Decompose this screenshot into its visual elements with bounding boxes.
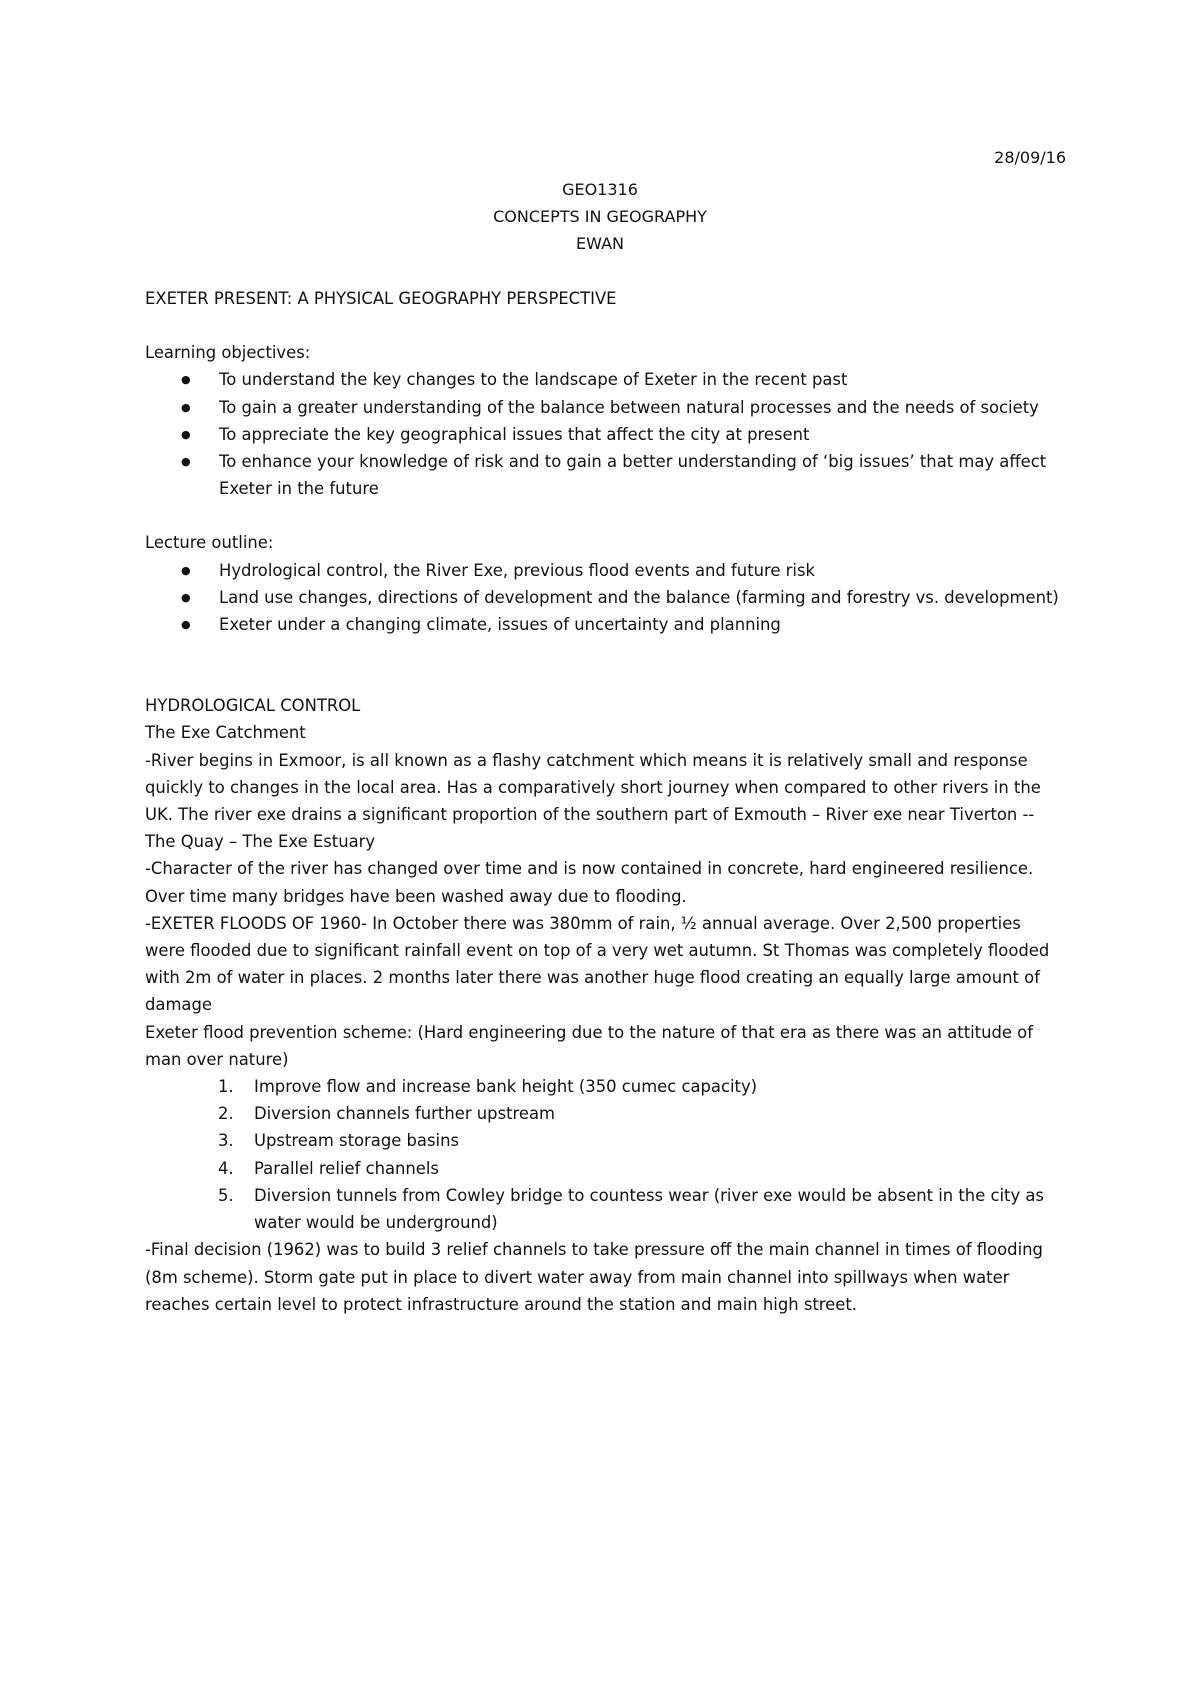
objectives-heading: Learning objectives: [145, 343, 311, 363]
outline-list [145, 557, 1065, 639]
list-item [218, 1127, 1065, 1154]
paragraph: Exeter flood prevention scheme: (Hard engineering due to the nature of that era as there was an attitude of man over nature) [145, 1022, 1033, 1069]
course-code: GEO1316 [562, 180, 638, 199]
list-number: 1. [218, 1077, 234, 1097]
list-text: Improve flow and increase bank height (350 cumec capacity) [254, 1077, 758, 1097]
scheme-list [145, 1073, 1065, 1236]
paragraph: -Final decision (1962) was to build 3 relief channels to take pressure off the main channel in times of flooding (8m scheme). Storm gate put in place to divert water away from main channel into spillways when water reaches certain level to protect infrastructure around the station and main high street. [145, 1240, 1043, 1314]
list-text: Upstream storage basins [254, 1131, 459, 1151]
list-item: ● To gain a greater understanding of the balance between natural processes and the needs of society [219, 394, 1065, 421]
paragraph: -River begins in Exmoor, is all known as a flashy catchment which means it is relatively small and response quickly to changes in the local area. Has a comparatively short journey when compared to other rivers in the UK. The river exe drains a significant proportion of the southern part of Exmouth – River exe near Tiverton -- The Quay – The Exe Estuary [145, 750, 1041, 852]
outline-heading: Lecture outline: [145, 533, 274, 553]
paragraph: -Character of the river has changed over time and is now contained in concrete, hard engineered resilience. Over time many bridges have been washed away due to flooding. [145, 859, 1034, 906]
section-subheading: The Exe Catchment [145, 723, 306, 743]
list-item [218, 1182, 1065, 1236]
lecturer-name: EWAN [576, 234, 624, 253]
list-number: 3. [218, 1131, 234, 1151]
list-item: ● To understand the key changes to the landscape of Exeter in the recent past [219, 366, 1065, 393]
course-title: CONCEPTS IN GEOGRAPHY [493, 207, 707, 226]
paragraph: -EXETER FLOODS OF 1960- In October there was 380mm of rain, ½ annual average. Over 2,500 properties were flooded due to significant rainfall event on top of a very wet autumn. St Thomas was completely flooded with 2m of water in places. 2 months later there was another huge flood creating an equally large amount of damage [145, 913, 1050, 1015]
list-item: ● Hydrological control, the River Exe, previous flood events and future risk [219, 557, 1065, 584]
list-item: ● Land use changes, directions of development and the balance (farming and forestry vs. development) [219, 584, 1065, 611]
list-text: Parallel relief channels [254, 1158, 439, 1178]
objectives-list [145, 366, 1065, 502]
list-item [218, 1100, 1065, 1127]
lecture-title: EXETER PRESENT: A PHYSICAL GEOGRAPHY PERSPECTIVE [145, 289, 617, 308]
section-heading: HYDROLOGICAL CONTROL [145, 696, 361, 716]
list-item [218, 1073, 1065, 1100]
list-item: ● To enhance your knowledge of risk and to gain a better understanding of ‘big issues’ that may affect Exeter in the future [219, 448, 1065, 502]
list-item: ● To appreciate the key geographical issues that affect the city at present [219, 421, 1065, 448]
list-item [218, 1155, 1065, 1182]
course-header [0, 176, 1200, 257]
list-number: 5. [218, 1185, 234, 1205]
list-number: 2. [218, 1104, 234, 1124]
lecture-date: 28/09/16 [994, 148, 1066, 167]
document-body [145, 285, 1065, 1318]
list-text: Diversion channels further upstream [254, 1104, 556, 1124]
list-number: 4. [218, 1158, 234, 1178]
list-item: ● Exeter under a changing climate, issues of uncertainty and planning [219, 611, 1065, 638]
list-text: Diversion tunnels from Cowley bridge to countess wear (river exe would be absent in the city as water would be underground) [254, 1185, 1044, 1233]
